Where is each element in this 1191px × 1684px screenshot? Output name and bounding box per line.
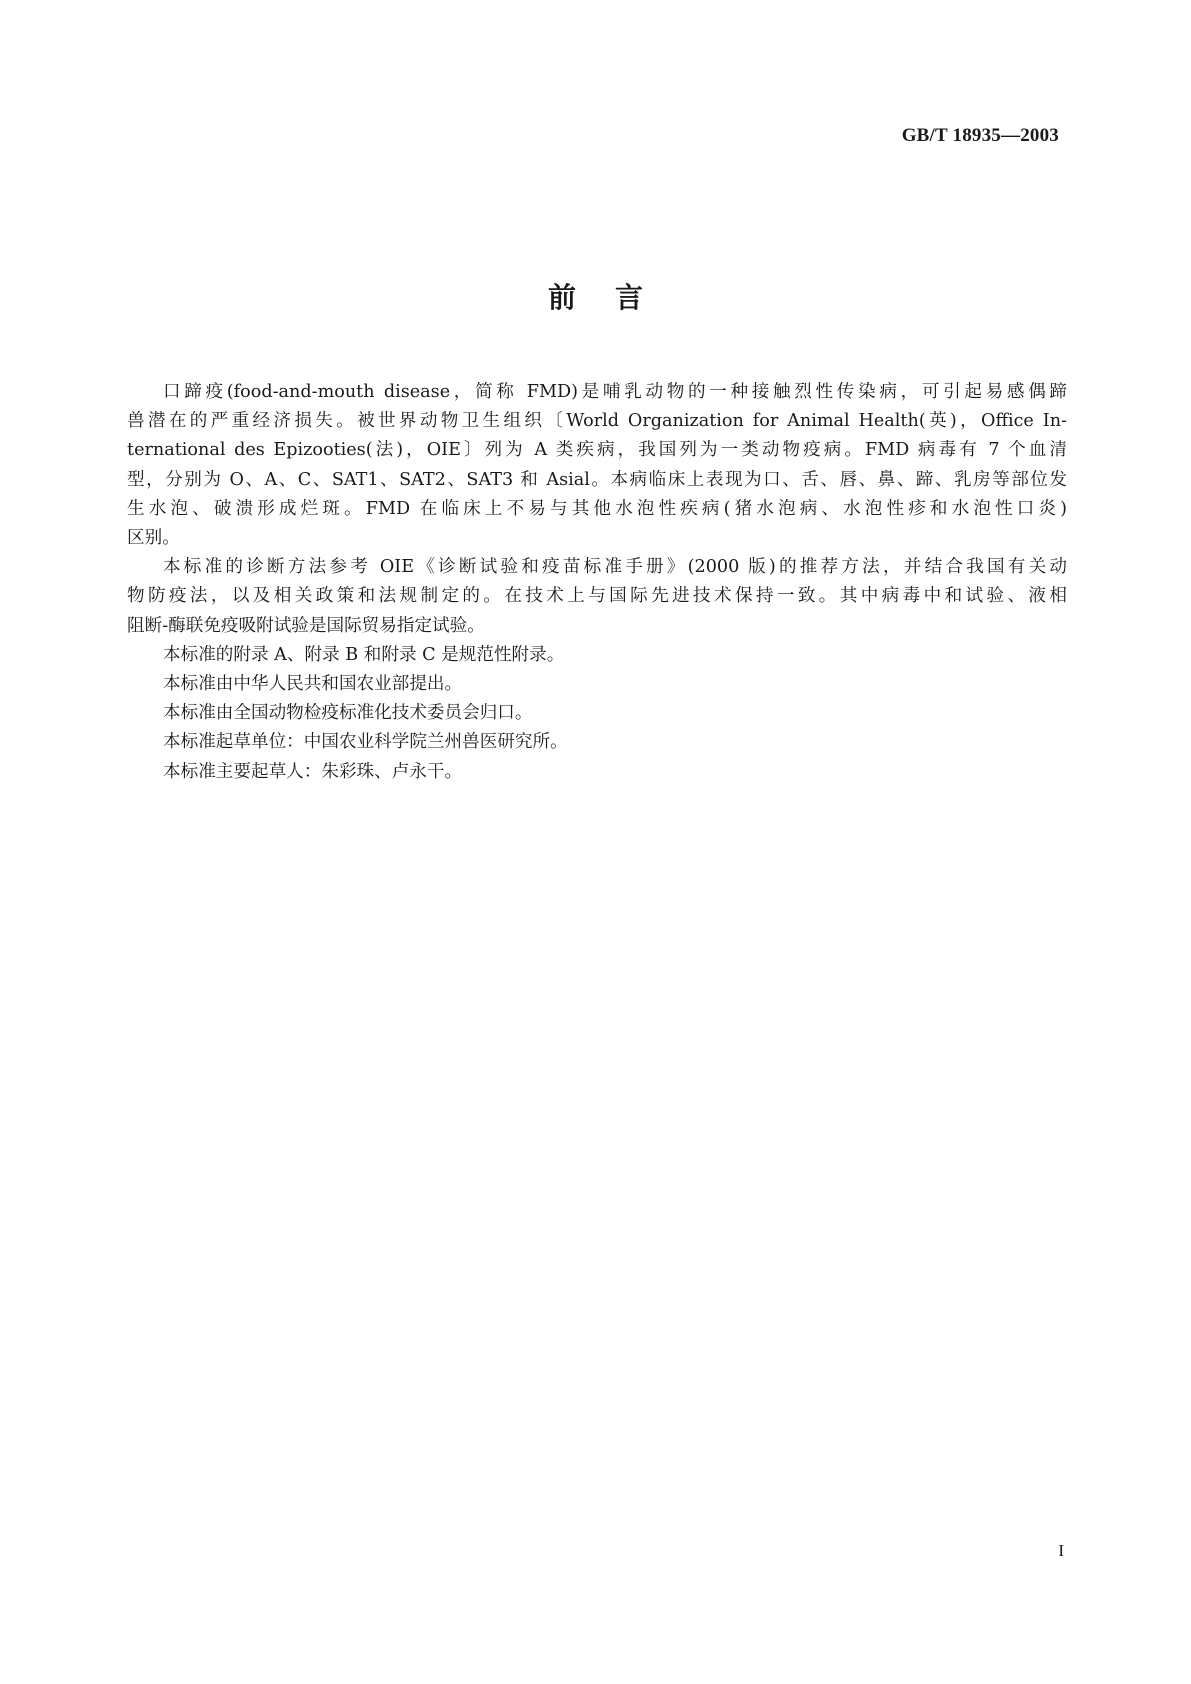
- paragraph-drafting-unit: [127, 728, 1067, 757]
- text-line: 兽潜在的严重经济损失。被世界动物卫生组织〔World Organization for Animal Health(英)，Office In-: [127, 411, 1067, 432]
- standard-number: GB/T 18935—2003: [901, 125, 1059, 146]
- foreword-body: [127, 378, 1067, 787]
- text-line: 本标准的诊断方法参考 OIE《诊断试验和疫苗标准手册》(2000 版)的推荐方法，并结合我国有关动: [163, 557, 1067, 578]
- paragraph-diagnostic-method: [127, 553, 1067, 641]
- page-title: 前 言: [548, 281, 643, 314]
- text-line: 本标准主要起草人：朱彩珠、卢永干。: [163, 761, 463, 782]
- text-line: 本标准由全国动物检疫标准化技术委员会归口。: [163, 703, 533, 724]
- text-line: 型，分别为 O、A、C、SAT1、SAT2、SAT3 和 Asial。本病临床上表现为口、舌、唇、鼻、蹄、乳房等部位发: [127, 469, 1067, 490]
- text-line: 口蹄疫(food-and-mouth disease，简称 FMD)是哺乳动物的一种接触烈性传染病，可引起易感偶蹄: [163, 382, 1067, 402]
- text-line: 区别。: [127, 528, 180, 549]
- page-number: I: [1058, 1541, 1064, 1560]
- paragraph-proposed-by: [127, 670, 1067, 699]
- paragraph-centralized-by: [127, 699, 1067, 728]
- paragraph-fmd-intro: [127, 378, 1067, 553]
- text-line: 本标准起草单位：中国农业科学院兰州兽医研究所。: [163, 732, 568, 753]
- text-line: 生水泡、破溃形成烂斑。FMD 在临床上不易与其他水泡性疾病(猪水泡病、水泡性疹和水泡性口炎): [127, 498, 1067, 519]
- text-line: 阻断-酶联免疫吸附试验是国际贸易指定试验。: [127, 615, 485, 636]
- paragraph-drafters: [127, 758, 1067, 787]
- text-line: 本标准的附录 A、附录 B 和附录 C 是规范性附录。: [163, 644, 565, 665]
- paragraph-appendices: [127, 641, 1067, 670]
- text-line: ternational des Epizooties(法)，OIE〕列为 A 类疾病，我国列为一类动物疫病。FMD 病毒有 7 个血清: [127, 440, 1067, 461]
- text-line: 物防疫法，以及相关政策和法规制定的。在技术上与国际先进技术保持一致。其中病毒中和试验、液相: [127, 586, 1067, 607]
- text-line: 本标准由中华人民共和国农业部提出。: [163, 674, 463, 695]
